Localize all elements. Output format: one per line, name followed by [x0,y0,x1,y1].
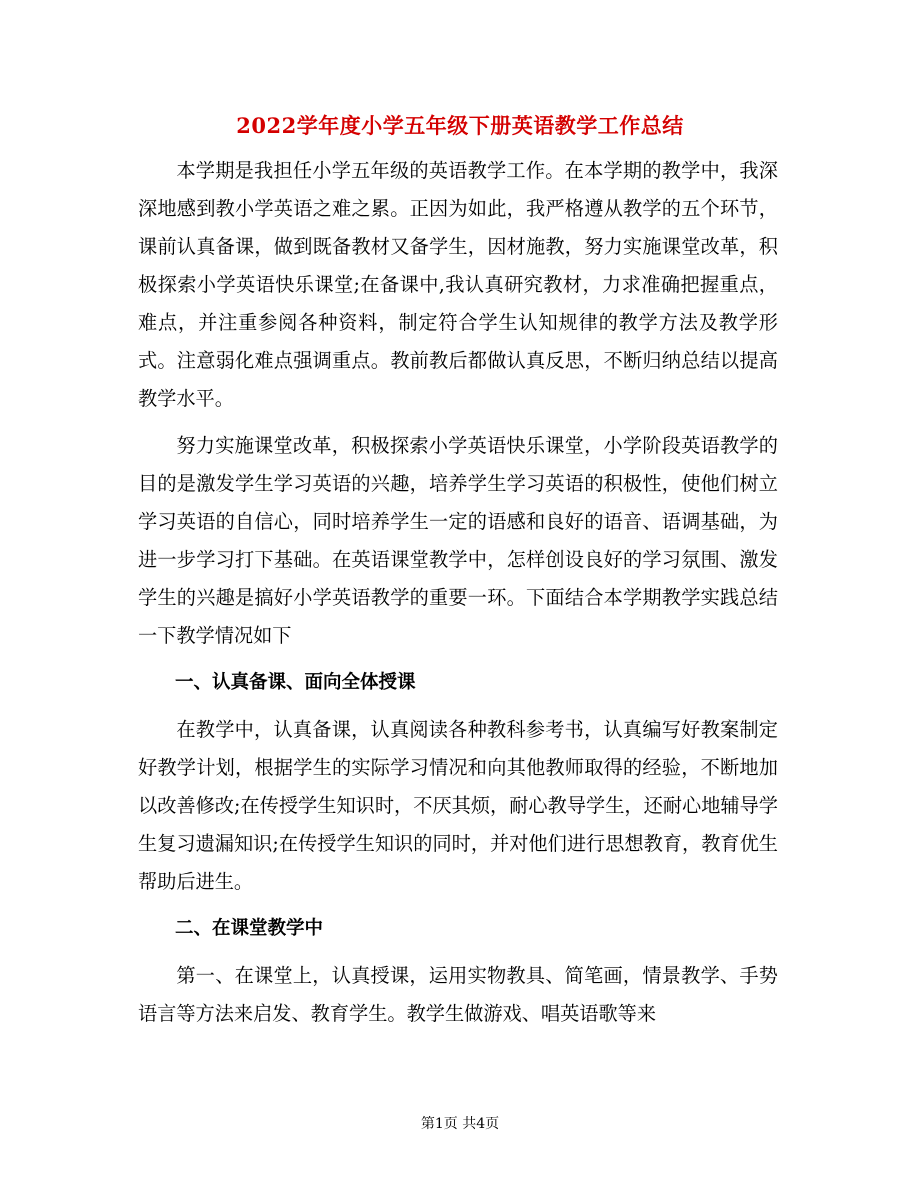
page-number-footer: 第1页 共4页 [420,1116,500,1132]
paragraph-section-2: 第一、在课堂上，认真授课，运用实物教具、简笔画，情景教学、手势语言等方法来启发、教育学生。教学生做游戏、唱英语歌等来 [138,964,778,1025]
section-heading-1: 一、认真备课、面向全体授课 [175,672,416,693]
document-title: 2022学年度小学五年级下册英语教学工作总结 [236,113,684,138]
paragraph-intro: 本学期是我担任小学五年级的英语教学工作。在本学期的教学中，我深深地感到教小学英语之难之累。正因为如此，我严格遵从教学的五个环节，课前认真备课，做到既备教材又备学生，因材施教，努力实施课堂改革，积极探索小学英语快乐课堂;在备课中,我认真研究教材，力求准确把握重点，难点，并注重参阅各种资料，制定符合学生认知规律的教学方法及教学形式。注意弱化难点强调重点。教前教后都做认真反思，不断归纳总结以提高教学水平。 [138,159,778,410]
paragraph-reform: 努力实施课堂改革，积极探索小学英语快乐课堂，小学阶段英语教学的目的是激发学生学习英语的兴趣，培养学生学习英语的积极性，使他们树立学习英语的自信心，同时培养学生一定的语感和良好的语音、语调基础，为进一步学习打下基础。在英语课堂教学中，怎样创设良好的学习氛围、激发学生的兴趣是搞好小学英语教学的重要一环。下面结合本学期教学实践总结一下教学情况如下 [138,434,778,647]
paragraph-section-1: 在教学中，认真备课，认真阅读各种教科参考书，认真编写好教案制定好教学计划，根据学生的实际学习情况和向其他教师取得的经验，不断地加以改善修改;在传授学生知识时，不厌其烦，耐心教导学生，还耐心地辅导学生复习遗漏知识;在传授学生知识的同时，并对他们进行思想教育，教育优生帮助后进生。 [138,718,778,893]
section-heading-2: 二、在课堂教学中 [175,918,324,939]
document-body [138,152,778,1033]
